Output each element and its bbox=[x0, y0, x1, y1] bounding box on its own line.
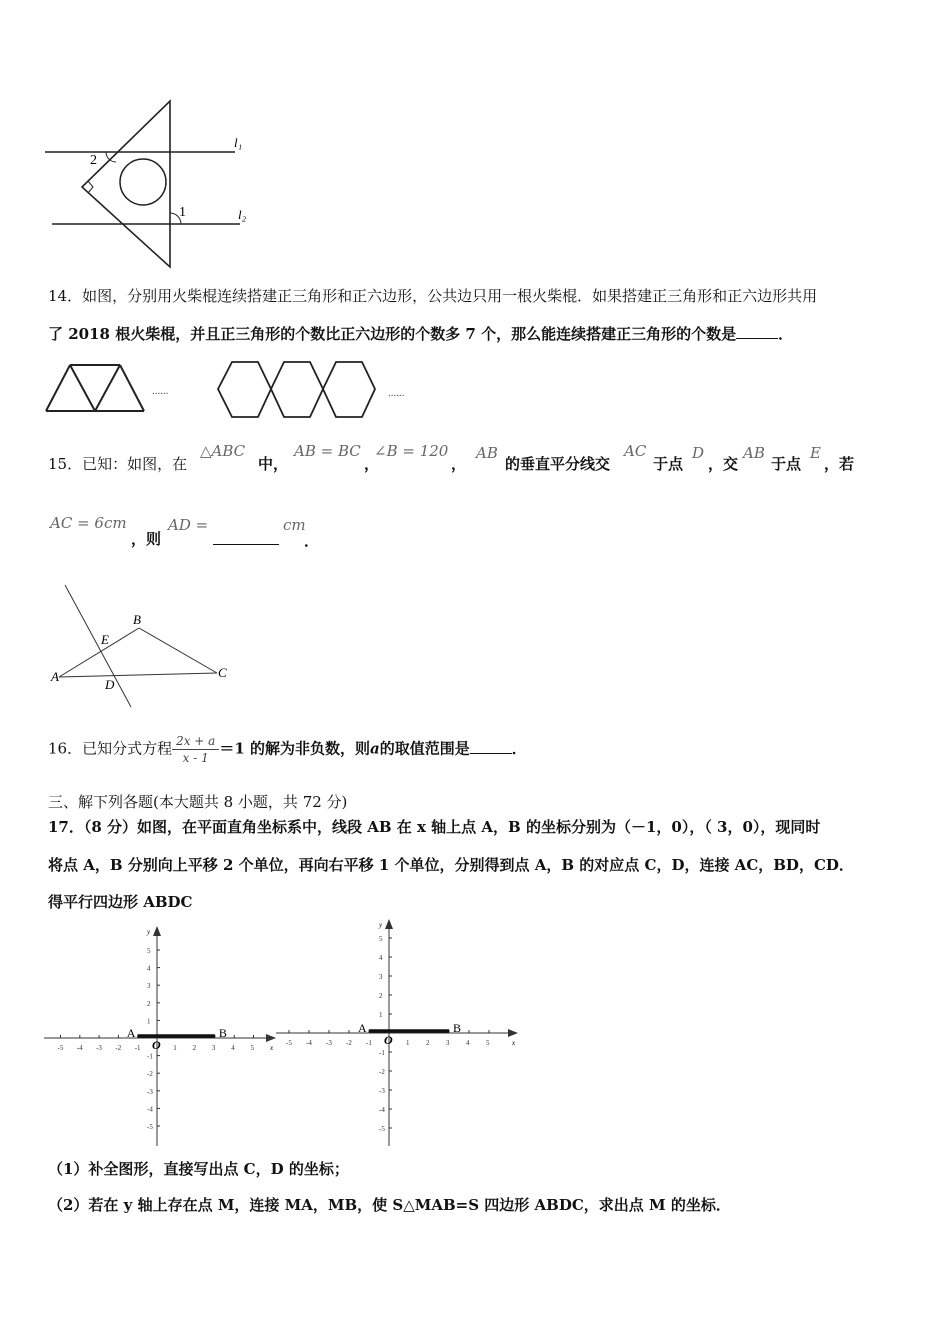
x-tick-label: 3 bbox=[446, 1039, 450, 1047]
x-axis-label: x bbox=[512, 1039, 516, 1047]
text-comma-1: ， bbox=[364, 455, 380, 473]
x-axis-arrow bbox=[508, 1029, 518, 1037]
fraction-denominator: x - 1 bbox=[182, 751, 209, 765]
label-d: D bbox=[105, 677, 115, 692]
fraction bbox=[172, 733, 219, 766]
y-tick-label: 4 bbox=[379, 954, 383, 962]
math-cm: cm bbox=[283, 516, 306, 534]
y-tick-label: -4 bbox=[147, 1105, 153, 1114]
text-jiao: ，交 bbox=[708, 455, 739, 473]
question-17-line3: 得平行四边形 ABDC bbox=[48, 893, 193, 911]
y-axis-label: y bbox=[379, 921, 383, 929]
x-tick-label: -5 bbox=[286, 1039, 292, 1047]
math-ab-eq-bc: AB = BC bbox=[294, 442, 361, 460]
x-tick-label: -1 bbox=[366, 1039, 372, 1047]
math-e: E bbox=[810, 444, 821, 462]
segment-ac bbox=[59, 673, 217, 677]
question-15-line1 bbox=[48, 453, 187, 475]
x-tick-label: 5 bbox=[250, 1044, 254, 1052]
y-tick-label: 2 bbox=[379, 992, 383, 1000]
question-17-line2: 将点 A，B 分别向上平移 2 个单位，再向右平移 1 个单位，分别得到点 A，B 的对应点 C，D，连接 AC，BD，CD． bbox=[48, 856, 854, 874]
question-17-line1: 17．（8 分）如图，在平面直角坐标系中，线段 AB 在 x 轴上点 A，B 的坐标分别为（－1，0），（ 3，0），现同时 bbox=[48, 818, 821, 836]
fraction-numerator: 2x + a bbox=[172, 733, 219, 750]
text-ze: ，则 bbox=[131, 530, 162, 548]
figure-13-parallel-lines bbox=[40, 95, 260, 275]
hexagon-dots: ...... bbox=[388, 387, 405, 399]
math-d: D bbox=[692, 444, 705, 462]
math-angle-b: ∠B = 120 bbox=[374, 442, 449, 460]
x-tick-label: 5 bbox=[486, 1039, 490, 1047]
x-tick-label: -5 bbox=[57, 1044, 64, 1052]
y-tick-label: -5 bbox=[379, 1125, 385, 1133]
y-axis-arrow bbox=[153, 926, 161, 936]
triangle-dots: ...... bbox=[152, 385, 169, 397]
text-zhong: 中， bbox=[258, 455, 289, 473]
x-tick-label: 2 bbox=[426, 1039, 430, 1047]
label-angle-2: 2 bbox=[90, 153, 97, 168]
label-c: C bbox=[218, 665, 227, 680]
math-ad-eq: AD = bbox=[168, 516, 209, 534]
question-16-post: 的取值范围是 bbox=[379, 739, 470, 758]
text-ruo: ，若 bbox=[824, 455, 855, 473]
origin-label: O bbox=[152, 1038, 161, 1052]
question-17-sub2: （2）若在 y 轴上存在点 M，连接 MA，MB，使 S△MAB=S 四边形 ABDC，求出点 M 的坐标． bbox=[48, 1196, 731, 1214]
question-14-line2 bbox=[48, 323, 793, 345]
question-14-text: 了 2018 根火柴棍，并且正三角形的个数比正六边形的个数多 7 个，那么能连续搭建正三角形的个数是 bbox=[48, 325, 737, 343]
question-16-end: ． bbox=[511, 739, 527, 758]
segment-ab bbox=[59, 628, 139, 677]
question-15-num: 15．已知：如图，在 bbox=[48, 455, 188, 473]
question-16-pre: 16．已知分式方程 bbox=[48, 739, 173, 758]
y-tick-label: -2 bbox=[147, 1070, 153, 1079]
point-a-label: A bbox=[358, 1021, 367, 1035]
y-tick-label: 4 bbox=[147, 964, 151, 973]
x-tick-label: -2 bbox=[115, 1044, 122, 1052]
answer-blank-15[interactable] bbox=[213, 530, 279, 545]
label-b: B bbox=[133, 612, 141, 627]
label-l2: l₂ bbox=[238, 207, 247, 222]
y-tick-label: -3 bbox=[147, 1087, 153, 1096]
y-tick-label: 3 bbox=[379, 973, 383, 981]
text-yudian-2: 于点 bbox=[771, 455, 802, 473]
var-a: a bbox=[370, 739, 380, 758]
x-tick-label: 4 bbox=[231, 1044, 235, 1052]
label-e: E bbox=[101, 632, 109, 647]
y-tick-label: 3 bbox=[147, 982, 151, 991]
y-tick-label: 1 bbox=[379, 1011, 383, 1019]
origin-label: O bbox=[384, 1033, 393, 1047]
x-tick-label: -3 bbox=[96, 1044, 102, 1052]
y-tick-label: 2 bbox=[147, 999, 151, 1008]
hexagon-row bbox=[218, 362, 375, 417]
y-tick-label: -5 bbox=[147, 1123, 153, 1131]
x-tick-label: 4 bbox=[466, 1039, 470, 1047]
label-a: A bbox=[51, 669, 59, 684]
y-tick-label: -4 bbox=[379, 1106, 385, 1114]
question-14-line1: 14．如图，分别用火柴棍连续搭建正三角形和正六边形，公共边只用一根火柴棍．如果搭建正三角形和正六边形共用 bbox=[48, 287, 818, 305]
y-tick-label: -1 bbox=[379, 1049, 385, 1057]
y-tick-label: -2 bbox=[379, 1068, 385, 1076]
point-b-label: B bbox=[218, 1026, 227, 1040]
math-triangle-abc: △ABC bbox=[200, 442, 246, 460]
text-period-15: ． bbox=[304, 532, 320, 550]
section-3-heading: 三、解下列各题(本大题共 8 小题，共 72 分) bbox=[48, 793, 348, 811]
point-a-label: A bbox=[126, 1026, 136, 1040]
segment-bc bbox=[139, 628, 217, 673]
x-tick-label: -4 bbox=[76, 1044, 83, 1052]
math-ac: AC bbox=[624, 442, 647, 460]
right-angle-mark bbox=[88, 181, 93, 193]
answer-blank-14[interactable] bbox=[736, 324, 778, 339]
text-comma-2: ， bbox=[451, 455, 467, 473]
y-axis-label: y bbox=[147, 928, 151, 936]
x-tick-label: 3 bbox=[211, 1044, 216, 1052]
label-angle-1: 1 bbox=[179, 205, 186, 220]
answer-blank-16[interactable] bbox=[470, 739, 512, 754]
question-14-end: ． bbox=[778, 325, 794, 343]
x-tick-label: -2 bbox=[346, 1039, 352, 1047]
x-axis-label: x bbox=[270, 1044, 274, 1052]
x-tick-label: -4 bbox=[306, 1039, 312, 1047]
point-b-label: B bbox=[453, 1021, 462, 1035]
perpendicular-bisector bbox=[65, 585, 131, 707]
triangle-row bbox=[46, 365, 144, 411]
y-tick-label: -3 bbox=[379, 1087, 385, 1095]
x-tick-label: 1 bbox=[173, 1044, 177, 1052]
x-tick-label: 1 bbox=[406, 1039, 410, 1047]
ruler-hole bbox=[120, 159, 166, 205]
coordinate-grid-left bbox=[40, 925, 280, 1150]
triangle-ruler bbox=[82, 101, 170, 267]
math-ac-6cm: AC = 6cm bbox=[50, 514, 127, 532]
x-tick-label: -1 bbox=[134, 1044, 141, 1052]
question-17-sub1: （1）补全图形，直接写出点 C，D 的坐标； bbox=[48, 1160, 349, 1178]
y-tick-label: 5 bbox=[147, 947, 151, 955]
figure-14-matchsticks bbox=[40, 350, 420, 425]
y-tick-label: 5 bbox=[379, 935, 383, 943]
coordinate-grid-right bbox=[272, 915, 522, 1150]
y-tick-label: 1 bbox=[147, 1017, 151, 1026]
figure-15-triangle bbox=[45, 580, 245, 710]
y-axis-arrow bbox=[385, 919, 393, 929]
text-perp-bisector: 的垂直平分线交 bbox=[505, 455, 611, 473]
x-tick-label: 2 bbox=[192, 1044, 197, 1052]
question-16 bbox=[48, 733, 527, 766]
x-tick-label: -3 bbox=[326, 1039, 332, 1047]
question-16-mid: ＝1 的解为非负数，则 bbox=[219, 739, 371, 758]
angle-2-arc bbox=[106, 152, 116, 162]
math-ab: AB bbox=[476, 444, 498, 462]
math-ab-2: AB bbox=[743, 444, 765, 462]
text-yudian-1: 于点 bbox=[653, 455, 684, 473]
label-l1: l₁ bbox=[234, 135, 243, 150]
y-tick-label: -1 bbox=[147, 1052, 153, 1061]
